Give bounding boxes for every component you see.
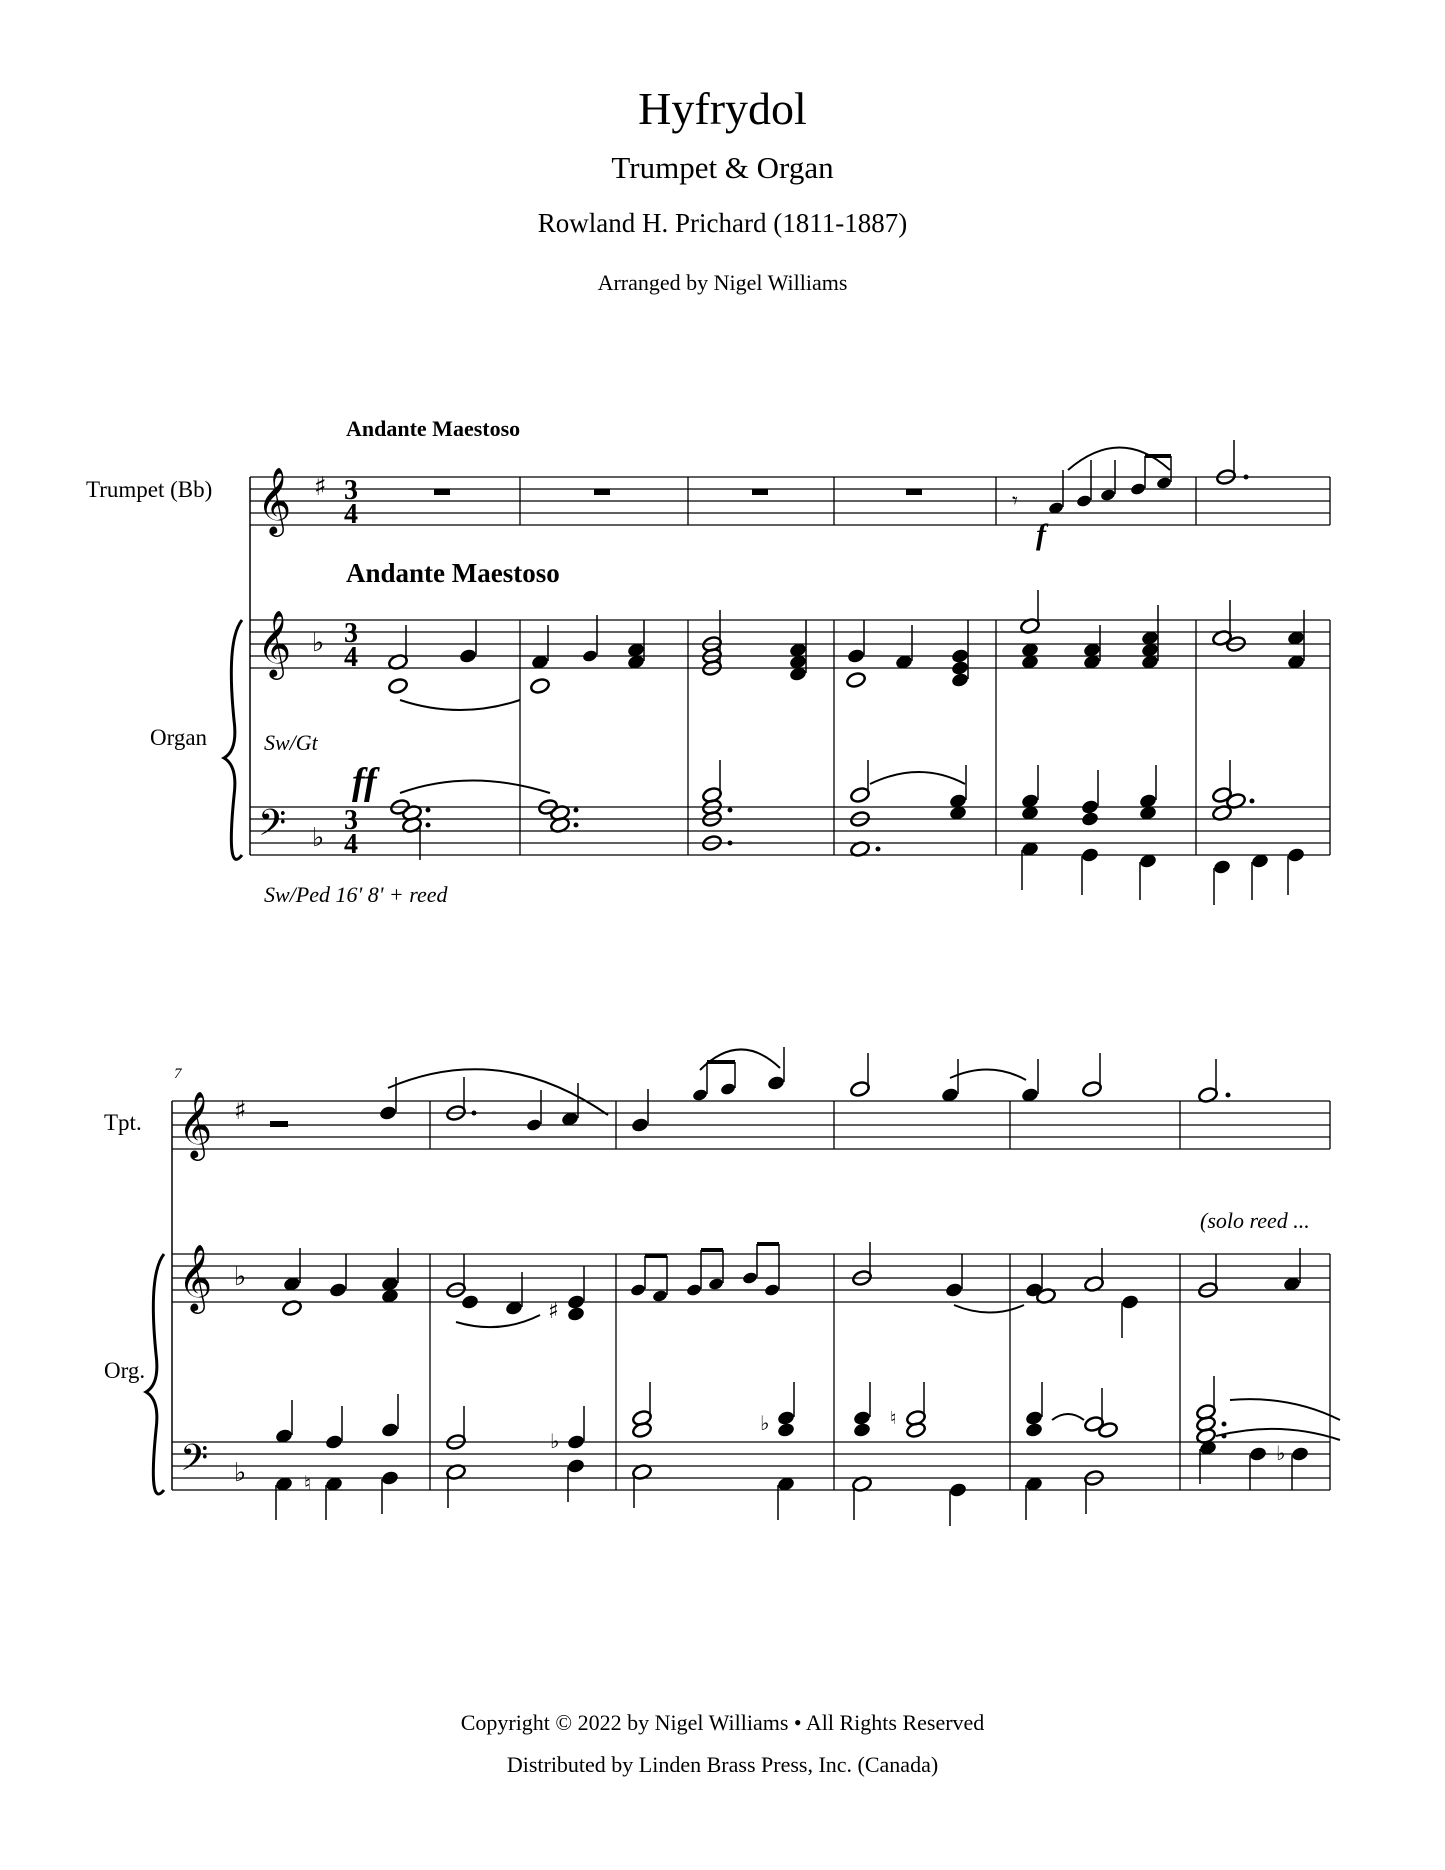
svg-text:♯: ♯ (314, 472, 327, 502)
svg-text:𝄢: 𝄢 (180, 1437, 209, 1488)
svg-text:4: 4 (344, 829, 358, 860)
registration-solo-reed: (solo reed ... (1200, 1208, 1310, 1233)
trumpet-staff (250, 440, 1330, 855)
page-title: Hyfrydol (638, 83, 807, 134)
svg-text:3: 3 (344, 618, 358, 649)
svg-text:♭: ♭ (312, 628, 325, 658)
whole-rest-icon (434, 489, 450, 495)
tempo-marking-trumpet: Andante Maestoso (346, 416, 521, 441)
arranger: Arranged by Nigel Williams (597, 270, 848, 295)
subtitle: Trumpet & Organ (611, 150, 834, 185)
composer: Rowland H. Prichard (1811-1887) (537, 208, 908, 238)
system-1 (224, 440, 1330, 905)
registration-pedal: Sw/Ped 16' 8' + reed (264, 882, 448, 907)
organ-upper-staff (250, 590, 1330, 855)
svg-text:♯: ♯ (234, 1096, 247, 1126)
organ-upper-staff-2 (172, 1242, 1330, 1490)
bass-clef-icon: 𝄢 (258, 802, 287, 853)
treble-clef-icon: 𝄞 (257, 466, 292, 534)
svg-text:3: 3 (344, 805, 358, 836)
svg-text:♭: ♭ (234, 1262, 247, 1292)
organ-lower-staff-2 (172, 1376, 1340, 1526)
instrument-label-organ-short: Org. (104, 1358, 146, 1383)
svg-text:♮: ♮ (890, 1408, 897, 1429)
svg-text:♭: ♭ (550, 1429, 560, 1453)
system-2 (146, 1047, 1340, 1526)
svg-text:♭: ♭ (234, 1458, 247, 1488)
measure-number: 7 (174, 1066, 182, 1082)
half-rest-icon (270, 1121, 288, 1127)
svg-text:4: 4 (344, 642, 358, 673)
organ-lower-staff (250, 760, 1330, 905)
organ-brace-2 (146, 1254, 164, 1494)
eighth-rest-icon: 𝄾 (1012, 489, 1018, 514)
svg-text:3: 3 (344, 475, 358, 506)
dynamic-ff: ff (352, 761, 377, 803)
svg-text:𝄞: 𝄞 (257, 609, 292, 677)
tempo-marking-organ: Andante Maestoso (346, 558, 560, 588)
instrument-label-trumpet: Trumpet (Bb) (86, 477, 213, 502)
svg-text:♯: ♯ (548, 1299, 559, 1324)
instrument-label-trumpet-short: Tpt. (104, 1110, 142, 1135)
copyright-notice: Copyright © 2022 by Nigel Williams • All Rights Reserved (460, 1710, 985, 1735)
svg-text:4: 4 (344, 499, 358, 530)
organ-brace (224, 620, 242, 859)
svg-text:♭: ♭ (312, 823, 325, 853)
svg-text:𝄞: 𝄞 (178, 1243, 213, 1311)
distributor-notice: Distributed by Linden Brass Press, Inc. (Canada) (506, 1752, 939, 1777)
dynamic-f: f (1036, 518, 1046, 551)
svg-text:♮: ♮ (304, 1471, 312, 1495)
svg-text:𝄞: 𝄞 (178, 1090, 213, 1158)
registration-manual: Sw/Gt (264, 730, 318, 755)
svg-text:♭: ♭ (1276, 1441, 1286, 1465)
instrument-label-organ: Organ (150, 725, 208, 750)
svg-text:♭: ♭ (760, 1411, 770, 1435)
